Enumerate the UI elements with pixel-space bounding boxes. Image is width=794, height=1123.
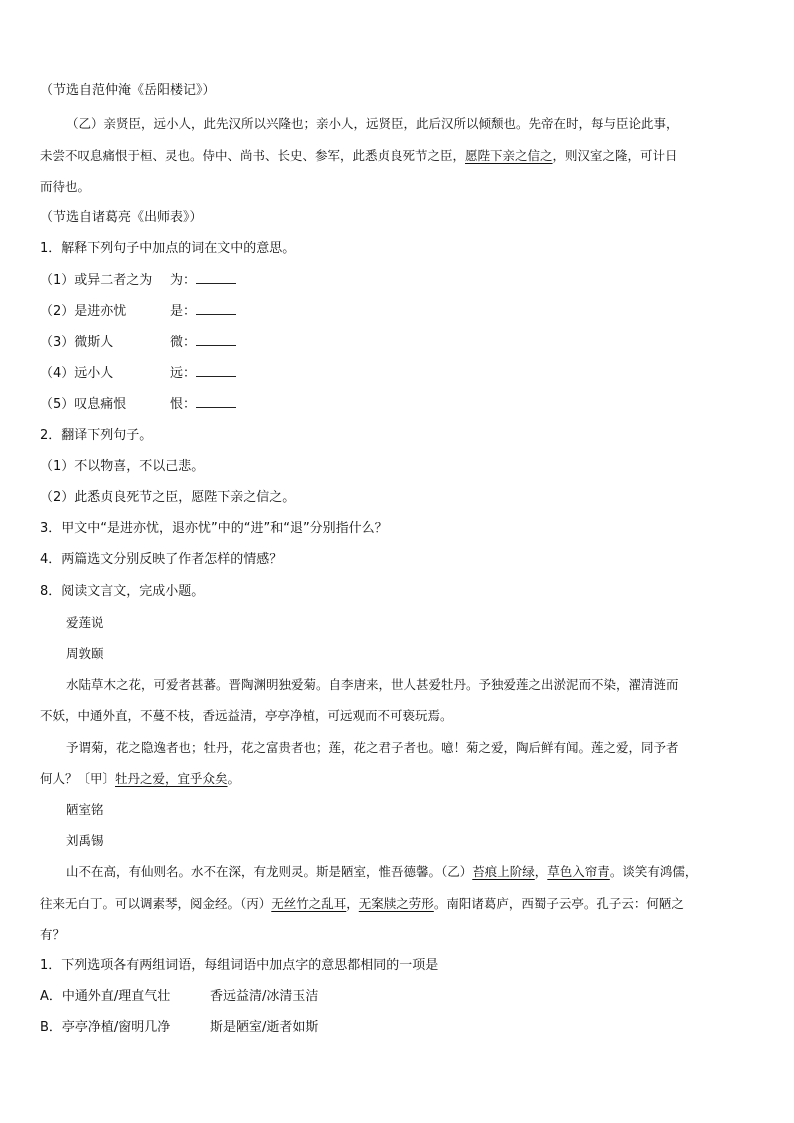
- answer-blank[interactable]: [196, 271, 236, 284]
- q1-item: （2）是进亦忧 是：: [40, 302, 236, 321]
- question-3: 3．甲文中“是进亦忧，退亦忧”中的“进”和“退”分别指什么？: [40, 521, 388, 536]
- question-2-item-1: （1）不以物喜，不以己悲。: [40, 459, 205, 474]
- loushiming-line-1: 山不在高，有仙则名。水不在深，有龙则灵。斯是陋室，惟吾德馨。（乙）苔痕上阶绿，草色入帘青。谈笑有鸿儒，: [66, 864, 698, 879]
- source-note-yueyanglou: （节选自范仲淹《岳阳楼记》）: [40, 83, 216, 98]
- loushiming-line-2: 往来无白丁。可以调素琴，阅金经。（丙）无丝竹之乱耳，无案牍之劳形。南阳诸葛庐，西蜀子云亭。孔子云：何陋之: [40, 896, 684, 911]
- passage-yi-line-2: 未尝不叹息痛恨于桓、灵也。侍中、尚书、长史、参军，此悉贞良死节之臣，愿陛下亲之信之，则汉室之隆，可计日: [40, 148, 678, 163]
- question-2-title: 2．翻译下列句子。: [40, 428, 153, 443]
- question-8: 8．阅读文言文，完成小题。: [40, 584, 205, 599]
- passage-yi-line-3: 而待也。: [40, 179, 91, 194]
- passage-title-loushiming: 陋室铭: [66, 802, 104, 817]
- q1-item: （3）微斯人 微：: [40, 333, 236, 352]
- passage-title-ailianshuo: 爱莲说: [66, 615, 104, 630]
- answer-blank[interactable]: [196, 302, 236, 315]
- q1-item: （1）或异二者之为 为：: [40, 271, 236, 290]
- ailianshuo-line-1: 水陆草木之花，可爱者甚蕃。晋陶渊明独爱菊。自李唐来，世人甚爱牡丹。予独爱莲之出淤泥而不染，濯清涟而: [66, 677, 679, 692]
- answer-blank[interactable]: [196, 333, 236, 346]
- underlined-phrase: 无案牍之劳形: [358, 896, 434, 911]
- question-4: 4．两篇选文分别反映了作者怎样的情感？: [40, 552, 283, 567]
- underlined-sentence: 愿陛下亲之信之: [465, 148, 553, 163]
- loushiming-line-3: 有？: [40, 927, 66, 942]
- answer-blank[interactable]: [196, 395, 236, 408]
- underlined-phrase: 草色入帘青: [547, 864, 610, 879]
- source-note-chushibiao: （节选自诸葛亮《出师表》）: [40, 210, 203, 225]
- ailianshuo-line-3: 予谓菊，花之隐逸者也；牡丹，花之富贵者也；莲，花之君子者也。噫！菊之爱，陶后鲜有闻。莲之爱，同予者: [66, 740, 679, 755]
- passage-author-zhou: 周敦颐: [66, 646, 104, 661]
- underlined-phrase: 无丝竹之乱耳: [271, 896, 347, 911]
- q1-item: （5）叹息痛恨 恨：: [40, 395, 236, 414]
- passage-yi-line-1: （乙）亲贤臣，远小人，此先汉所以兴隆也；亲小人，远贤臣，此后汉所以倾颓也。先帝在时，每与臣论此事，: [66, 116, 679, 131]
- ailianshuo-line-4: 何人？〔甲〕牡丹之爱，宜乎众矣。: [40, 771, 241, 786]
- question-2-item-2: （2）此悉贞良死节之臣，愿陛下亲之信之。: [40, 490, 296, 505]
- underlined-sentence: 牡丹之爱，宜乎众矣: [115, 771, 228, 786]
- option-a[interactable]: A．中通外直/理直气壮 香远益清/冰清玉洁: [40, 989, 319, 1004]
- ailianshuo-line-2: 不妖，中通外直，不蔓不枝，香远益清，亭亭净植，可远观而不可亵玩焉。: [40, 708, 453, 723]
- passage-author-liu: 刘禹锡: [66, 833, 104, 848]
- answer-blank[interactable]: [196, 364, 236, 377]
- q1-item: （4）远小人 远：: [40, 364, 236, 383]
- option-b[interactable]: B．亭亭净植/窗明几净 斯是陋室/逝者如斯: [40, 1020, 319, 1035]
- sub-question-1: 1．下列选项各有两组词语，每组词语中加点字的意思都相同的一项是: [40, 958, 439, 973]
- question-1-title: 1．解释下列句子中加点的词在文中的意思。: [40, 241, 296, 256]
- underlined-phrase: 苔痕上阶绿: [472, 864, 535, 879]
